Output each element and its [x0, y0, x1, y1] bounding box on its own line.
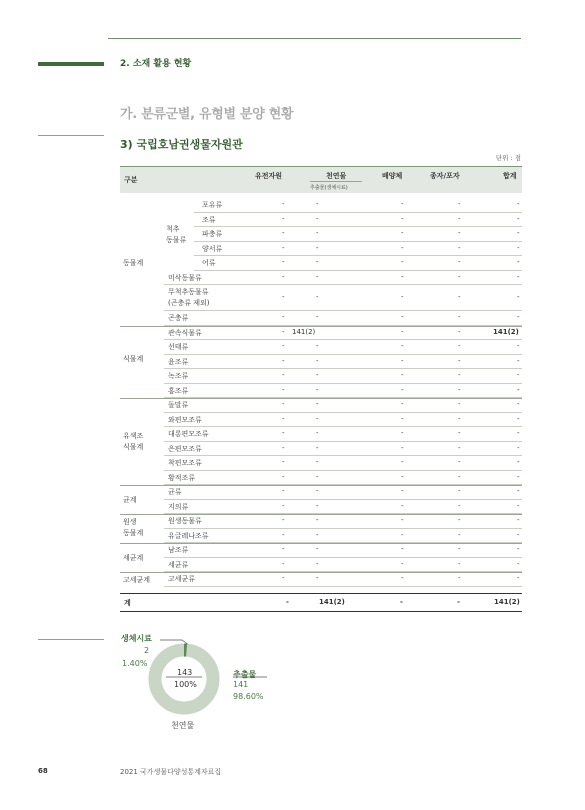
- row-value: -: [316, 429, 319, 437]
- row-value: -: [316, 200, 319, 208]
- row-value: -: [316, 385, 319, 394]
- row-label: 돌말류: [168, 401, 189, 409]
- row-value: -: [517, 200, 520, 208]
- row-value: -: [401, 400, 404, 408]
- row-value: -: [316, 272, 319, 281]
- row-value: -: [282, 214, 285, 223]
- row-value: -: [401, 487, 404, 495]
- row-value: -: [316, 458, 319, 466]
- row-value: -: [282, 258, 285, 266]
- row-value: -: [517, 214, 520, 223]
- group-protozoa-line1: 원생: [123, 518, 137, 526]
- row-divider: [164, 455, 522, 456]
- row-divider: [164, 586, 522, 587]
- row-value: -: [316, 559, 319, 568]
- row-value: -: [282, 559, 285, 568]
- row-divider: [164, 441, 522, 442]
- group-vertebrate-line2: 동물류: [166, 236, 187, 244]
- legend-extract-count: 141: [233, 680, 249, 689]
- row-value: -: [282, 313, 285, 321]
- row-value: -: [282, 545, 285, 553]
- group-vertebrate-line1: 척추: [166, 225, 180, 233]
- donut-ring-extract: [155, 650, 213, 708]
- row-value: -: [517, 414, 520, 423]
- subsection-title: 가. 분류군별, 유형별 분양 현황: [120, 107, 294, 122]
- table-row: [120, 444, 522, 459]
- row-label: 남조류: [168, 546, 189, 554]
- row-value: -: [401, 458, 404, 466]
- table-heading: 3) 국립호남권생물자원관: [120, 138, 243, 151]
- row-value: -: [517, 400, 520, 408]
- row-value: -: [458, 356, 461, 365]
- row-value: -: [458, 200, 461, 208]
- row-label: 어류: [202, 259, 216, 267]
- row-value: -: [401, 229, 404, 237]
- row-value: -: [282, 458, 285, 466]
- legend-extract-percent: 98.60%: [233, 692, 264, 701]
- row-value: -: [282, 293, 285, 301]
- table-row: [120, 545, 522, 560]
- row-value: -: [282, 200, 285, 208]
- table-row: [120, 328, 522, 343]
- row-value: -: [458, 545, 461, 553]
- row-value: -: [401, 559, 404, 568]
- row-value: -: [401, 574, 404, 582]
- table-row: [120, 574, 522, 589]
- row-value: -: [401, 214, 404, 223]
- row-label: 포유류: [202, 201, 223, 209]
- group-divider: [120, 485, 522, 486]
- row-value: -: [282, 229, 285, 237]
- section-label: 2. 소재 활용 현황: [120, 59, 192, 69]
- row-value: -: [458, 458, 461, 466]
- row-value: -: [316, 487, 319, 495]
- row-value: -: [401, 443, 404, 452]
- row-divider: [164, 499, 522, 500]
- table-row: [120, 371, 522, 386]
- row-label: 균류: [168, 488, 182, 496]
- legend-extract-label: 추출물: [233, 670, 257, 679]
- row-divider: [164, 412, 522, 413]
- row-value: -: [316, 501, 319, 510]
- group-chromista-line2: 식물계: [123, 443, 144, 451]
- total-seed: -: [457, 598, 460, 606]
- row-value: -: [458, 342, 461, 350]
- row-label: 은편모조류: [168, 444, 202, 453]
- legend-biosample-label: 생체시료: [121, 634, 152, 643]
- row-value: -: [458, 229, 461, 237]
- row-value: -: [517, 443, 520, 452]
- row-value: -: [517, 559, 520, 568]
- group-divider: [120, 572, 522, 573]
- total-culture: -: [400, 598, 403, 606]
- row-value: -: [458, 293, 461, 301]
- donut-center-total: 143: [177, 668, 193, 677]
- row-value: -: [401, 385, 404, 394]
- table-row: [120, 429, 522, 444]
- row-label: 양서류: [202, 244, 223, 253]
- table-row: [120, 215, 522, 230]
- row-value: -: [517, 385, 520, 394]
- header-culture: 배양체: [382, 172, 403, 180]
- row-label: 파충류: [202, 230, 223, 238]
- row-divider: [194, 226, 522, 227]
- table-row: [120, 287, 522, 313]
- row-value: -: [282, 516, 285, 524]
- row-label: 곤충류: [168, 314, 189, 322]
- row-value: -: [458, 574, 461, 582]
- unit-label: 단위 : 점: [495, 154, 521, 162]
- row-value: -: [401, 472, 404, 481]
- group-protozoa-line2: 동물계: [123, 529, 144, 537]
- row-value: -: [282, 385, 285, 394]
- row-divider: [164, 284, 522, 285]
- row-value: -: [458, 414, 461, 423]
- row-divider: [164, 528, 522, 529]
- row-value: -: [517, 574, 520, 582]
- group-divider: [120, 543, 522, 544]
- row-value: 141(2): [493, 327, 519, 336]
- row-value: -: [282, 342, 285, 350]
- row-divider: [194, 270, 522, 271]
- row-value: -: [316, 516, 319, 524]
- legend-biosample-percent: 1.40%: [122, 659, 148, 668]
- row-value: -: [282, 487, 285, 495]
- row-value: -: [282, 443, 285, 452]
- row-value: -: [316, 371, 319, 379]
- row-value: -: [458, 400, 461, 408]
- row-value: -: [316, 313, 319, 321]
- row-value: -: [517, 356, 520, 365]
- row-value: -: [316, 229, 319, 237]
- row-value: -: [282, 472, 285, 481]
- row-value: -: [282, 272, 285, 281]
- row-value: -: [401, 243, 404, 252]
- total-label: 계: [124, 599, 131, 607]
- group-bacteria: 세균계: [123, 554, 144, 562]
- row-value: -: [517, 530, 520, 539]
- table-row: [120, 273, 522, 288]
- table-row: [120, 458, 522, 473]
- row-label: 미삭동물류: [168, 273, 202, 282]
- row-label: 원생동물류: [168, 517, 202, 525]
- row-value: -: [458, 516, 461, 524]
- table-row: [120, 415, 522, 430]
- row-value: -: [401, 342, 404, 350]
- header-natural-sub: 추출물(생체시료): [310, 185, 348, 191]
- table-header: [120, 166, 522, 193]
- total-natural: 141(2): [319, 598, 345, 606]
- row-value: -: [517, 545, 520, 553]
- row-value: -: [517, 229, 520, 237]
- row-label: 대롱편모조류: [168, 430, 209, 438]
- row-value: -: [282, 400, 285, 408]
- total-row: [120, 593, 522, 611]
- row-value: -: [458, 530, 461, 539]
- table-row: [120, 516, 522, 531]
- row-value: -: [517, 243, 520, 252]
- row-value: -: [316, 530, 319, 539]
- row-value: -: [458, 487, 461, 495]
- row-value: -: [458, 243, 461, 252]
- header-natural-underline: [310, 181, 362, 182]
- row-value: -: [401, 371, 404, 379]
- group-animal: 동물계: [123, 259, 144, 267]
- row-value: -: [316, 400, 319, 408]
- row-label: 와편모조류: [168, 415, 202, 424]
- row-label: 고세균류: [168, 575, 196, 583]
- row-value: -: [401, 272, 404, 281]
- row-value: -: [316, 293, 319, 301]
- row-value: -: [282, 429, 285, 437]
- row-value: -: [401, 530, 404, 539]
- row-value: -: [517, 487, 520, 495]
- row-label: 착편모조류: [168, 459, 202, 467]
- header-genetic: 유전자원: [255, 172, 283, 180]
- row-divider: [164, 354, 522, 355]
- row-divider: [164, 557, 522, 558]
- donut-caption: 천연물: [171, 721, 195, 730]
- table-row: [120, 487, 522, 502]
- row-value: -: [458, 559, 461, 568]
- row-label: 조류: [202, 215, 216, 224]
- row-value: -: [316, 574, 319, 582]
- row-value: -: [316, 414, 319, 423]
- row-value: -: [458, 313, 461, 321]
- row-value: -: [316, 472, 319, 481]
- legend-biosample-count: 2: [144, 646, 150, 655]
- row-value: -: [401, 414, 404, 423]
- row-label: 지의류: [168, 502, 189, 511]
- group-divider: [120, 398, 522, 399]
- row-label: 선태류: [168, 343, 189, 351]
- row-label: 홍조류: [168, 386, 189, 395]
- row-value: -: [282, 414, 285, 423]
- row-value: -: [316, 214, 319, 223]
- group-fungi: 균계: [123, 496, 137, 504]
- row-value: -: [282, 574, 285, 582]
- row-value: -: [458, 501, 461, 510]
- total-genetic: -: [286, 598, 289, 606]
- table-row: [120, 357, 522, 372]
- row-value: -: [401, 501, 404, 510]
- row-value: -: [282, 501, 285, 510]
- row-value: -: [401, 293, 404, 301]
- table-row: [120, 400, 522, 415]
- row-value: -: [517, 472, 520, 481]
- table-row: [120, 258, 522, 273]
- row-value: -: [458, 214, 461, 223]
- row-value: -: [316, 258, 319, 266]
- row-label: 녹조류: [168, 372, 189, 380]
- row-value: -: [517, 458, 520, 466]
- header-natural: 천연물: [326, 172, 347, 180]
- row-value: 141(2): [292, 327, 316, 336]
- row-divider: [194, 241, 522, 242]
- row-label: 윤조류: [168, 357, 189, 366]
- row-label: 무척추동물류: [168, 288, 209, 296]
- row-label: 세균류: [168, 560, 189, 569]
- row-value: -: [316, 545, 319, 553]
- row-divider: [194, 255, 522, 256]
- header-total: 합계: [503, 172, 517, 180]
- row-divider: [194, 212, 522, 213]
- row-value: -: [517, 342, 520, 350]
- row-label: 유글레나조류: [168, 531, 209, 540]
- row-value: -: [401, 429, 404, 437]
- row-value: -: [517, 516, 520, 524]
- row-divider: [164, 339, 522, 340]
- row-value: -: [282, 243, 285, 252]
- table-row: [120, 200, 522, 215]
- top-rule: [108, 38, 521, 39]
- chart-rule: [38, 639, 104, 640]
- row-value: -: [401, 200, 404, 208]
- group-archaea: 고세균계: [123, 576, 151, 584]
- row-value: -: [458, 443, 461, 452]
- table-row: [120, 342, 522, 357]
- total-sum: 141(2): [494, 598, 520, 606]
- row-value: -: [458, 472, 461, 481]
- row-label: 관속식물류: [168, 328, 202, 337]
- section-marker: [38, 62, 104, 66]
- row-value: -: [282, 371, 285, 379]
- row-value: -: [401, 516, 404, 524]
- group-plant: 식물계: [123, 355, 144, 363]
- leader-line-biosample: [160, 640, 188, 644]
- row-value: -: [517, 429, 520, 437]
- row-value: -: [316, 342, 319, 350]
- page-number: 68: [38, 767, 48, 775]
- row-value: -: [458, 258, 461, 266]
- row-value: -: [458, 272, 461, 281]
- row-value: -: [282, 327, 285, 336]
- row-label: 황적조류: [168, 473, 196, 482]
- heading-rule: [38, 135, 104, 136]
- row-value: -: [282, 530, 285, 539]
- row-value: -: [316, 243, 319, 252]
- row-value: -: [517, 272, 520, 281]
- row-value: -: [517, 258, 520, 266]
- row-value: -: [458, 327, 461, 336]
- row-divider: [164, 310, 522, 311]
- row-value: -: [517, 313, 520, 321]
- row-value: -: [517, 371, 520, 379]
- row-value: -: [401, 258, 404, 266]
- row-value: -: [517, 293, 520, 301]
- row-value: -: [316, 356, 319, 365]
- row-value: -: [401, 327, 404, 336]
- row-value: -: [401, 356, 404, 365]
- donut-center-percent: 100%: [174, 680, 197, 689]
- footer-title: 2021 국가생물다양성통계자료집: [120, 768, 222, 776]
- row-value: -: [316, 443, 319, 452]
- row-divider: [164, 383, 522, 384]
- row-value: -: [458, 429, 461, 437]
- row-divider: [164, 470, 522, 471]
- header-seed: 종자/포자: [430, 172, 460, 180]
- row-value: -: [401, 313, 404, 321]
- row-divider: [164, 426, 522, 427]
- row-value: -: [282, 356, 285, 365]
- row-label-secondary: (곤충류 제외): [168, 299, 210, 307]
- row-value: -: [458, 385, 461, 394]
- total-rule-bottom: [120, 611, 522, 612]
- row-divider: [164, 368, 522, 369]
- row-value: -: [517, 501, 520, 510]
- group-divider: [120, 326, 522, 327]
- row-value: -: [401, 545, 404, 553]
- group-chromista-line1: 유색조: [123, 432, 144, 440]
- header-category: 구분: [124, 176, 138, 184]
- group-divider: [120, 514, 522, 515]
- row-value: -: [458, 371, 461, 379]
